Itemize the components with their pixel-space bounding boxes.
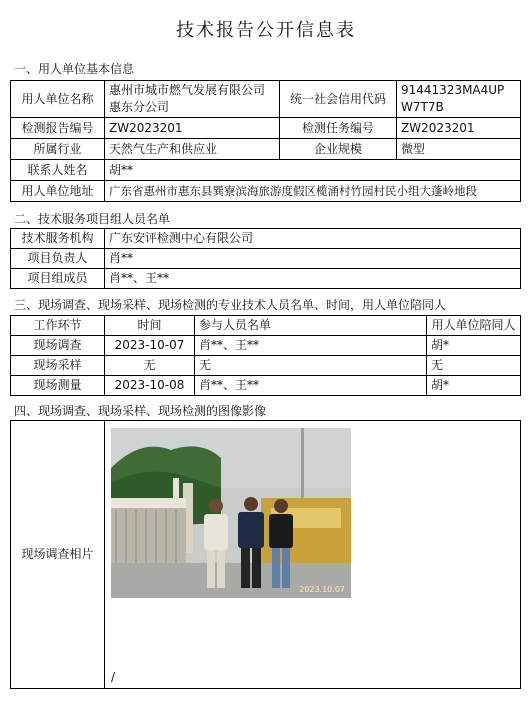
section4-heading: 四、现场调查、现场采样、现场检测的图像影像 bbox=[14, 404, 267, 418]
section1-heading: 一、用人单位基本信息 bbox=[14, 62, 135, 76]
industry-label: 所属行业 bbox=[11, 139, 105, 160]
task-no-label: 检测任务编号 bbox=[280, 118, 397, 139]
row-time: 2023-10-07 bbox=[105, 336, 195, 356]
agency-value: 广东安评检测中心有限公司 bbox=[105, 229, 521, 249]
row-time: 2023-10-08 bbox=[105, 376, 195, 396]
footer-mark: / bbox=[111, 670, 116, 684]
unit-name-value: 惠州市城市燃气发展有限公司惠东分公司 bbox=[105, 81, 280, 118]
members-label: 项目组成员 bbox=[11, 269, 105, 289]
address-value: 广东省惠州市惠东县巽寮滨海旅游度假区榄涌村竹园村民小组大蓬岭地段 bbox=[105, 181, 521, 202]
scale-value: 微型 bbox=[397, 139, 521, 160]
scale-label: 企业规模 bbox=[280, 139, 397, 160]
section2-heading: 二、技术服务项目组人员名单 bbox=[14, 212, 171, 226]
photo-timestamp: 2023.10.07 bbox=[299, 585, 345, 594]
row-step: 现场调查 bbox=[11, 336, 105, 356]
photo-label: 现场调查相片 bbox=[11, 421, 105, 689]
table-row bbox=[11, 376, 521, 396]
site-photo bbox=[111, 428, 351, 598]
row-step: 现场采样 bbox=[11, 356, 105, 376]
contact-label: 联系人姓名 bbox=[11, 160, 105, 181]
row-step: 现场测量 bbox=[11, 376, 105, 396]
header-companion: 用人单位陪同人 bbox=[427, 316, 521, 336]
header-people: 参与人员名单 bbox=[195, 316, 427, 336]
task-no-value: ZW2023201 bbox=[397, 118, 521, 139]
report-no-value: ZW2023201 bbox=[105, 118, 280, 139]
report-no-label: 检测报告编号 bbox=[11, 118, 105, 139]
row-people: 肖**、王** bbox=[195, 336, 427, 356]
unit-name-label: 用人单位名称 bbox=[11, 81, 105, 118]
address-label: 用人单位地址 bbox=[11, 181, 105, 202]
team-table bbox=[10, 228, 521, 289]
credit-code-label: 统一社会信用代码 bbox=[280, 81, 397, 118]
page-title: 技术报告公开信息表 bbox=[176, 20, 356, 41]
table-row bbox=[11, 336, 521, 356]
row-people: 无 bbox=[195, 356, 427, 376]
row-people: 肖**、王** bbox=[195, 376, 427, 396]
industry-value: 天然气生产和供应业 bbox=[105, 139, 280, 160]
agency-label: 技术服务机构 bbox=[11, 229, 105, 249]
header-time: 时间 bbox=[105, 316, 195, 336]
section3-heading: 三、现场调查、现场采样、现场检测的专业技术人员名单、时间，用人单位陪同人 bbox=[14, 298, 447, 312]
table-row bbox=[11, 356, 521, 376]
row-companion: 无 bbox=[427, 356, 521, 376]
contact-value: 胡** bbox=[105, 160, 521, 181]
row-time: 无 bbox=[105, 356, 195, 376]
row-companion: 胡* bbox=[427, 376, 521, 396]
members-value: 肖**、王** bbox=[105, 269, 521, 289]
fieldwork-table bbox=[10, 315, 521, 396]
leader-label: 项目负责人 bbox=[11, 249, 105, 269]
site-photo-image bbox=[111, 428, 351, 598]
credit-code-value: 91441323MA4UPW7T7B bbox=[397, 81, 521, 118]
row-companion: 胡* bbox=[427, 336, 521, 356]
basic-info-table bbox=[10, 80, 521, 202]
leader-value: 肖** bbox=[105, 249, 521, 269]
header-step: 工作环节 bbox=[11, 316, 105, 336]
